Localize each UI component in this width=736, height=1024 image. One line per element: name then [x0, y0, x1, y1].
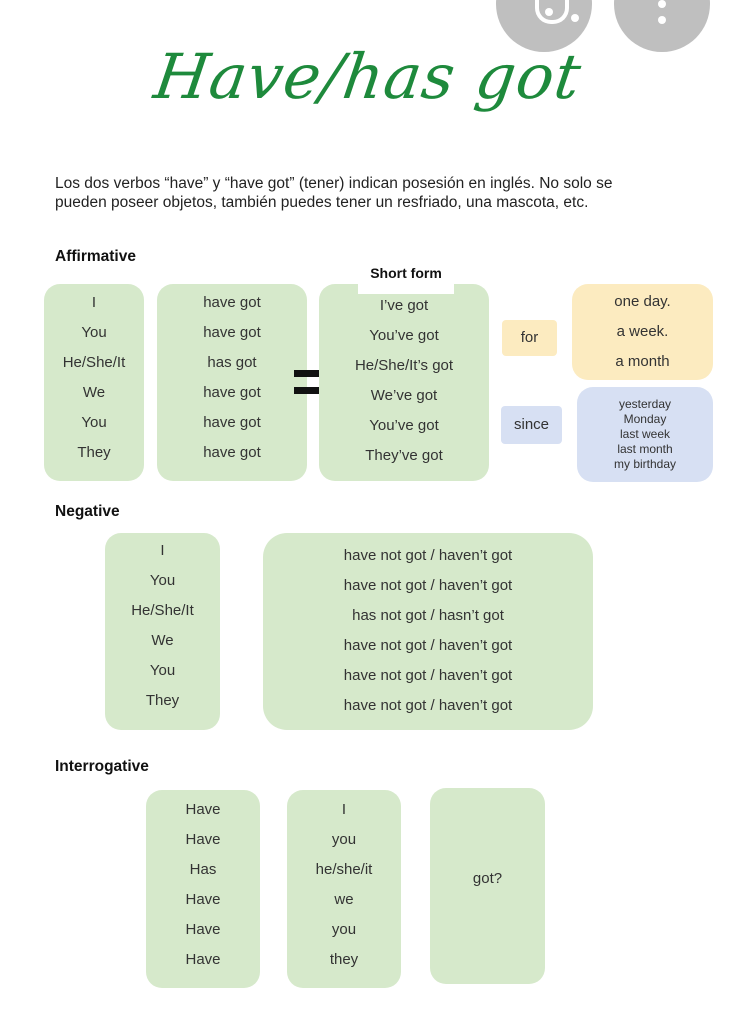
pronoun: You	[81, 414, 107, 431]
negative-form: has not got / hasn’t got	[352, 607, 504, 624]
verb-form: have got	[203, 384, 261, 401]
negative-form: have not got / haven’t got	[343, 697, 513, 714]
affirmative-heading: Affirmative	[55, 248, 136, 265]
lens-icon-dot	[571, 14, 579, 22]
negative-forms-box	[263, 533, 593, 730]
negative-form: have not got / haven’t got	[343, 547, 513, 564]
interrogative-ending-box	[430, 788, 545, 984]
short-form: We’ve got	[370, 387, 438, 404]
since-example: last month	[617, 442, 673, 456]
pronoun: We	[151, 632, 174, 649]
subject: he/she/it	[315, 861, 373, 878]
pronoun: He/She/It	[131, 602, 194, 619]
negative-heading: Negative	[55, 503, 120, 520]
for-examples-box	[572, 284, 713, 380]
short-form: He/She/It’s got	[354, 357, 454, 374]
since-example: yesterday	[618, 397, 672, 411]
intro-text: Los dos verbos “have” y “have got” (tener) indican posesión en inglés. No solo se pueden poseer objetos, también puedes tener un resfriado, una mascota, etc.	[55, 175, 613, 211]
short-form: They’ve got	[365, 447, 443, 464]
pronoun: They	[145, 692, 180, 709]
affirmative-pronouns-box	[44, 284, 144, 481]
affirmative-verbs-box	[157, 284, 307, 481]
short-form: I’ve got	[379, 297, 429, 314]
more-options-icon	[658, 0, 666, 8]
since-example: Monday	[623, 412, 667, 426]
auxiliary: Have	[185, 921, 221, 938]
auxiliary: Have	[185, 891, 221, 908]
interrogative-heading: Interrogative	[55, 758, 149, 775]
short-form: You’ve got	[369, 417, 439, 434]
verb-form: have got	[203, 414, 261, 431]
short-form-box	[319, 284, 489, 481]
pronoun: He/She/It	[62, 354, 126, 371]
pronoun: I	[160, 542, 165, 559]
subject: we	[334, 891, 354, 908]
auxiliary: Has	[189, 861, 217, 878]
pronoun: You	[149, 662, 176, 679]
pronoun: I	[91, 294, 97, 311]
subject: you	[331, 831, 357, 848]
subject: I	[341, 801, 347, 818]
negative-form: have not got / haven’t got	[343, 667, 513, 684]
negative-pronouns-box	[105, 533, 220, 730]
for-label: for	[502, 320, 557, 356]
since-label: since	[501, 406, 562, 444]
short-form: You’ve got	[369, 327, 439, 344]
since-examples-box	[577, 387, 713, 482]
auxiliary: Have	[185, 951, 221, 968]
for-example: one day.	[614, 293, 671, 310]
subject: they	[329, 951, 359, 968]
interrogative-auxiliaries-box	[146, 790, 260, 988]
subject: you	[331, 921, 357, 938]
interrogative-subjects-box	[287, 790, 401, 988]
verb-form: have got	[203, 444, 261, 461]
since-example: last week	[619, 427, 671, 441]
page-title: Have/has got	[149, 40, 587, 113]
lens-icon-dot	[545, 8, 553, 16]
pronoun: You	[149, 572, 176, 589]
ending-text: got?	[472, 870, 503, 887]
for-example: a week.	[616, 323, 669, 340]
auxiliary: Have	[185, 831, 221, 848]
pronoun: You	[81, 324, 107, 341]
since-example: my birthday	[613, 457, 677, 471]
for-example: a month	[615, 353, 670, 370]
auxiliary: Have	[185, 801, 221, 818]
more-options-icon	[658, 16, 666, 24]
verb-form: have got	[203, 324, 261, 341]
verb-form: have got	[203, 294, 261, 311]
pronoun: We	[82, 384, 106, 401]
negative-form: have not got / haven’t got	[343, 637, 513, 654]
short-form-label: Short form	[370, 265, 442, 281]
negative-form: have not got / haven’t got	[343, 577, 513, 594]
pronoun: They	[77, 444, 111, 461]
verb-form: has got	[207, 354, 257, 371]
